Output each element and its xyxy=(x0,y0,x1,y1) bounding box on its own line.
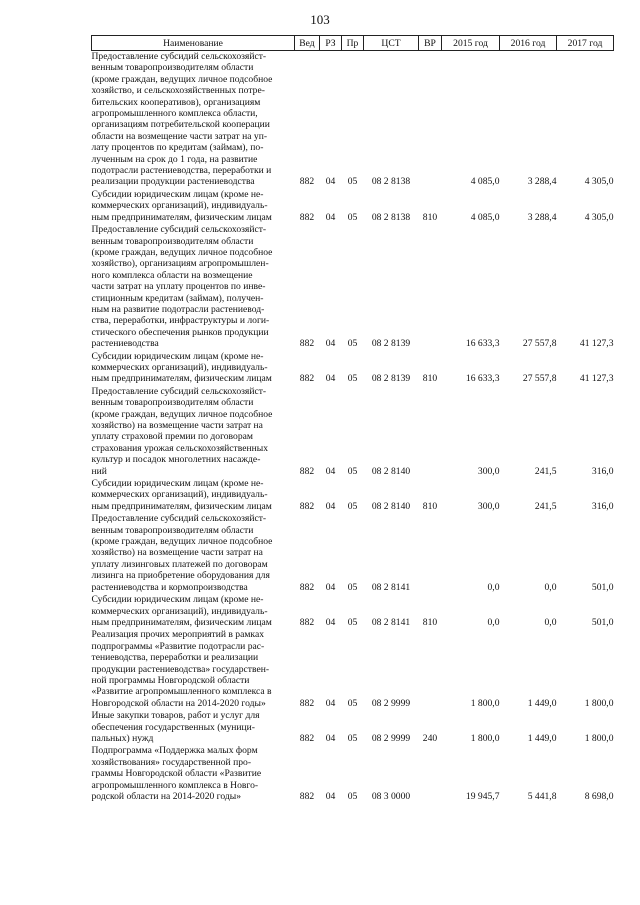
cell-name xyxy=(92,594,295,629)
cell-2015: 19 945,7 xyxy=(465,791,500,802)
name-line: агропромышленного комплекса в Новго- xyxy=(91,779,259,791)
cell-cst: 08 2 8138 xyxy=(371,211,411,223)
cell-2015: 1 800,0 xyxy=(470,732,500,744)
cell-2016: 5 441,8 xyxy=(527,791,557,802)
name-line: лизинга на приобретение оборудования для xyxy=(91,570,270,582)
cell-name xyxy=(92,189,295,224)
cell-rz: 04 xyxy=(325,373,336,385)
name-line: области на возмещение части затрат на уп- xyxy=(91,130,268,142)
name-line: ного комплекса области на возмещение xyxy=(91,269,253,281)
cell-2017: 4 305,0 xyxy=(584,211,614,223)
cell-2017: 4 305,0 xyxy=(584,176,614,188)
cell-rz: 04 xyxy=(325,791,336,802)
cell-ved: 882 xyxy=(299,338,315,350)
cell-2016: 27 557,8 xyxy=(522,373,557,385)
name-line: хозяйство) на возмещение части затрат на xyxy=(91,420,263,431)
cell-rz: 04 xyxy=(325,176,336,188)
header-vr: ВР xyxy=(419,36,442,51)
name-line: обеспечения государственных (муници- xyxy=(91,721,256,733)
name-line: тениеводства, переработки и реализации xyxy=(91,652,259,664)
cell-2017: 8 698,0 xyxy=(584,791,614,802)
name-line: Новгородской области на 2014-2020 годы» xyxy=(91,697,266,709)
cell-ved: 882 xyxy=(299,500,315,512)
name-line: реализации продукции растениеводства xyxy=(91,176,255,188)
cell-rz: 04 xyxy=(325,500,336,512)
name-line: уплату лизинговых платежей по договорам xyxy=(91,558,268,570)
name-line: Предоставление субсидий сельскохозяйст- xyxy=(91,224,267,236)
header-ved: Вед xyxy=(295,36,320,51)
header-cst: ЦСТ xyxy=(364,36,419,51)
cell-name xyxy=(92,745,295,803)
table-row xyxy=(92,513,614,594)
cell-rz: 04 xyxy=(325,338,336,350)
cell-pr: 05 xyxy=(347,338,358,350)
cell-2016: 241,5 xyxy=(534,465,557,477)
cell-vr xyxy=(419,386,442,478)
cell-cst: 08 3 0000 xyxy=(371,791,411,802)
cell-ved: 882 xyxy=(299,465,315,477)
cell-vr xyxy=(419,745,442,803)
cell-pr: 05 xyxy=(347,176,358,188)
table-row xyxy=(92,386,614,478)
cell-2015: 16 633,3 xyxy=(465,373,500,385)
name-line: венным товаропроизводителям области xyxy=(91,235,254,247)
cell-2015: 0,0 xyxy=(487,616,500,628)
cell-pr: 05 xyxy=(347,697,358,709)
cell-rz: 04 xyxy=(325,616,336,628)
header-name: Наименование xyxy=(92,36,295,51)
cell-2015: 4 085,0 xyxy=(470,176,500,188)
cell-name xyxy=(92,351,295,386)
cell-2016: 1 449,0 xyxy=(527,697,557,709)
cell-2016: 0,0 xyxy=(544,581,557,593)
cell-pr: 05 xyxy=(347,732,358,744)
name-line: венным товаропроизводителям области xyxy=(91,397,254,409)
cell-2016: 0,0 xyxy=(544,616,557,628)
cell-2016: 3 288,4 xyxy=(527,176,557,188)
cell-2017: 316,0 xyxy=(591,465,614,477)
cell-rz: 04 xyxy=(325,581,336,593)
name-line: «Развитие агропромышленного комплекса в xyxy=(91,686,272,698)
cell-cst: 08 2 8141 xyxy=(371,581,411,593)
name-line: пальных) нужд xyxy=(91,732,154,744)
name-line: ным предпринимателям, физическим лицам xyxy=(91,500,272,512)
cell-ved: 882 xyxy=(299,791,315,802)
cell-2017: 501,0 xyxy=(591,581,614,593)
cell-2016: 27 557,8 xyxy=(522,338,557,350)
name-line: коммерческих организаций), индивидуаль- xyxy=(91,489,268,501)
header-rz: РЗ xyxy=(320,36,342,51)
name-line: родской области на 2014-2020 годы» xyxy=(91,791,242,802)
cell-ved: 882 xyxy=(299,373,315,385)
cell-2017: 1 800,0 xyxy=(584,732,614,744)
name-line: продукции растениеводства» государствен- xyxy=(91,663,270,675)
name-line: подотрасли растениеводства, переработки и xyxy=(91,165,272,177)
cell-vr: 810 xyxy=(422,373,438,385)
name-line: хозяйствования» государственной про- xyxy=(91,756,252,768)
table-row xyxy=(92,351,614,386)
cell-2017: 41 127,3 xyxy=(579,338,614,350)
cell-rz: 04 xyxy=(325,732,336,744)
cell-pr: 05 xyxy=(347,616,358,628)
cell-ved: 882 xyxy=(299,616,315,628)
cell-vr: 810 xyxy=(422,616,438,628)
name-line: хозяйство), организациям агропромышлен- xyxy=(91,258,269,270)
name-line: ной программы Новгородской области xyxy=(91,674,250,686)
table-body xyxy=(92,51,614,804)
cell-2016: 1 449,0 xyxy=(527,732,557,744)
page-number: 103 xyxy=(310,12,330,27)
name-line: граммы Новгородской области «Развитие xyxy=(91,768,262,780)
name-line: (кроме граждан, ведущих личное подсобное xyxy=(91,536,273,548)
header-2016: 2016 год xyxy=(500,36,557,51)
name-line: ний xyxy=(91,465,107,477)
cell-pr: 05 xyxy=(347,465,358,477)
name-line: агропромышленного комплекса области, xyxy=(91,108,258,120)
cell-pr: 05 xyxy=(347,500,358,512)
cell-cst: 08 2 9999 xyxy=(371,732,411,744)
cell-cst: 08 2 8138 xyxy=(371,176,411,188)
name-line: коммерческих организаций), индивидуаль- xyxy=(91,605,268,617)
cell-name xyxy=(92,629,295,710)
cell-vr: 810 xyxy=(422,211,438,223)
cell-name xyxy=(92,386,295,478)
name-line: Предоставление субсидий сельскохозяйст- xyxy=(91,51,267,62)
table-row xyxy=(92,710,614,745)
budget-table xyxy=(91,35,614,803)
cell-2017: 501,0 xyxy=(591,616,614,628)
cell-cst: 08 2 8141 xyxy=(371,616,411,628)
name-line: Субсидии юридическим лицам (кроме не- xyxy=(91,594,264,606)
name-line: Реализация прочих мероприятий в рамках xyxy=(91,629,264,641)
cell-2015: 1 800,0 xyxy=(470,697,500,709)
cell-cst: 08 2 8140 xyxy=(371,500,411,512)
cell-2015: 300,0 xyxy=(477,465,500,477)
cell-name xyxy=(92,224,295,350)
name-line: растениеводства и кормопроизводства xyxy=(91,581,248,593)
table-row xyxy=(92,224,614,350)
table-row xyxy=(92,594,614,629)
cell-pr: 05 xyxy=(347,791,358,802)
cell-name xyxy=(92,51,295,189)
cell-pr: 05 xyxy=(347,211,358,223)
cell-cst: 08 2 8140 xyxy=(371,465,411,477)
name-line: организациям потребительской кооперации xyxy=(91,119,270,131)
cell-ved: 882 xyxy=(299,176,315,188)
table-row xyxy=(92,745,614,803)
name-line: подпрограммы «Развитие подотрасли рас- xyxy=(91,640,265,652)
header-pr: Пр xyxy=(342,36,364,51)
name-line: лату процентов по кредитам (займам), по- xyxy=(91,142,264,154)
cell-pr: 05 xyxy=(347,581,358,593)
name-line: Предоставление субсидий сельскохозяйст- xyxy=(91,513,267,525)
name-line: уплату страховой премии по договорам xyxy=(91,431,253,443)
header-2015: 2015 год xyxy=(442,36,500,51)
table-row xyxy=(92,189,614,224)
cell-cst: 08 2 8139 xyxy=(371,373,411,385)
cell-pr: 05 xyxy=(347,373,358,385)
cell-vr: 240 xyxy=(422,732,438,744)
name-line: растениеводства xyxy=(91,338,159,350)
header-2017: 2017 год xyxy=(557,36,614,51)
name-line: страхования урожая сельскохозяйственных xyxy=(91,442,268,454)
cell-vr xyxy=(419,51,442,189)
name-line: хозяйство) на возмещение части затрат на xyxy=(91,547,263,559)
cell-name xyxy=(92,710,295,745)
cell-ved: 882 xyxy=(299,211,315,223)
name-line: ным предпринимателям, физическим лицам xyxy=(91,373,272,385)
name-line: ным на развитие подотрасли растениевод- xyxy=(91,303,265,315)
name-line: коммерческих организаций), индивидуаль- xyxy=(91,361,268,373)
name-line: венным товаропроизводителям области xyxy=(91,524,254,536)
cell-rz: 04 xyxy=(325,697,336,709)
table-row xyxy=(92,478,614,513)
name-line: стического обеспечения рынков продукции xyxy=(91,326,269,338)
name-line: (кроме граждан, ведущих личное подсобное xyxy=(91,246,273,258)
cell-2015: 300,0 xyxy=(477,500,500,512)
cell-vr xyxy=(419,513,442,594)
name-line: Субсидии юридическим лицам (кроме не- xyxy=(91,350,264,362)
name-line: (кроме граждан, ведущих личное подсобное xyxy=(91,408,273,420)
cell-2017: 1 800,0 xyxy=(584,697,614,709)
name-line: ным предпринимателям, физическим лицам xyxy=(91,211,272,223)
name-line: ства, переработки, инфраструктуры и логи- xyxy=(91,315,270,327)
name-line: Предоставление субсидий сельскохозяйст- xyxy=(91,385,267,397)
cell-cst: 08 2 9999 xyxy=(371,697,411,709)
cell-cst: 08 2 8139 xyxy=(371,338,411,350)
cell-2016: 241,5 xyxy=(534,500,557,512)
name-line: (кроме граждан, ведущих личное подсобное xyxy=(91,73,273,85)
cell-ved: 882 xyxy=(299,732,315,744)
cell-name xyxy=(92,513,295,594)
name-line: культур и посадок многолетних насажде- xyxy=(91,454,261,466)
name-line: хозяйство, и сельскохозяйственных потре- xyxy=(91,85,265,97)
cell-2015: 0,0 xyxy=(487,581,500,593)
cell-name xyxy=(92,478,295,513)
cell-2015: 16 633,3 xyxy=(465,338,500,350)
cell-ved: 882 xyxy=(299,581,315,593)
cell-2015: 4 085,0 xyxy=(470,211,500,223)
cell-vr: 810 xyxy=(422,500,438,512)
name-line: бительских кооперативов), организациям xyxy=(91,96,261,108)
cell-vr xyxy=(419,629,442,710)
cell-2016: 3 288,4 xyxy=(527,211,557,223)
cell-vr xyxy=(419,224,442,350)
table-row xyxy=(92,51,614,189)
name-line: Иные закупки товаров, работ и услуг для xyxy=(91,710,260,722)
name-line: Субсидии юридическим лицам (кроме не- xyxy=(91,188,264,200)
name-line: стиционным кредитам (займам), получен- xyxy=(91,292,264,304)
table-header-row xyxy=(92,36,614,51)
name-line: венным товаропроизводителям области xyxy=(91,62,254,74)
name-line: Субсидии юридическим лицам (кроме не- xyxy=(91,478,264,490)
table-row xyxy=(92,629,614,710)
name-line: Подпрограмма «Поддержка малых форм xyxy=(91,745,258,757)
name-line: ным предпринимателям, физическим лицам xyxy=(91,616,272,628)
name-line: коммерческих организаций), индивидуаль- xyxy=(91,200,268,212)
cell-2017: 316,0 xyxy=(591,500,614,512)
cell-rz: 04 xyxy=(325,465,336,477)
cell-ved: 882 xyxy=(299,697,315,709)
name-line: лученным на срок до 1 года, на развитие xyxy=(91,153,258,165)
cell-2017: 41 127,3 xyxy=(579,373,614,385)
name-line: части затрат на уплату процентов по инве- xyxy=(91,281,266,293)
cell-rz: 04 xyxy=(325,211,336,223)
